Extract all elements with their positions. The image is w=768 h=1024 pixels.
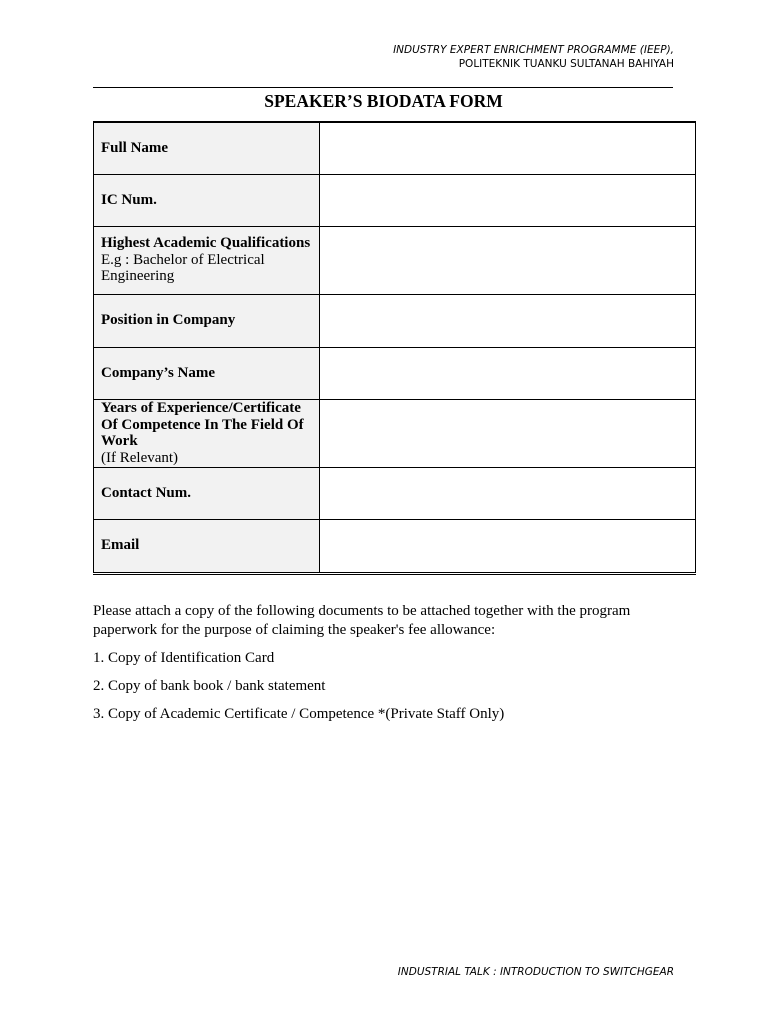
field-label: Years of Experience/Certificate Of Competence In The Field Of Work (101, 400, 304, 449)
page-header (393, 43, 674, 71)
list-item: 2. Copy of bank book / bank statement (93, 678, 326, 694)
field-label: Highest Academic Qualifications (101, 235, 311, 252)
field-label: Full Name (101, 140, 169, 156)
instructions-intro: Please attach a copy of the following documents to be attached together with the program paperwork for the purpose of claiming the speaker's fee allowance: (93, 603, 631, 638)
field-label-cell (94, 519, 320, 573)
table-row-company-name (94, 347, 696, 399)
biodata-table (93, 121, 696, 575)
list-item: 3. Copy of Academic Certificate / Competence *(Private Staff Only) (93, 706, 505, 722)
field-label-cell (94, 399, 320, 467)
page-footer: INDUSTRIAL TALK : INTRODUCTION TO SWITCHGEAR (397, 966, 674, 978)
table-row-ic-num (94, 174, 696, 226)
table-row-contact-num (94, 467, 696, 519)
table-row-full-name (94, 122, 696, 174)
company-name-field[interactable] (320, 347, 696, 399)
attachment-instructions (93, 602, 673, 733)
field-label: Company’s Name (101, 364, 216, 381)
field-label: Position in Company (101, 312, 236, 329)
field-label-cell (94, 467, 320, 519)
field-label-cell (94, 347, 320, 399)
qualifications-field[interactable] (320, 226, 696, 294)
table-row-experience (94, 399, 696, 467)
field-label: IC Num. (101, 191, 157, 208)
header-programme-name: INDUSTRY EXPERT ENRICHMENT PROGRAMME (IEEP), (393, 44, 674, 56)
ic-num-field[interactable] (320, 174, 696, 226)
table-row-email (94, 519, 696, 573)
field-label-cell (94, 226, 320, 294)
field-hint: E.g : Bachelor of Electrical Engineering (101, 251, 265, 285)
table-row-qualifications (94, 226, 696, 294)
full-name-field[interactable] (320, 122, 696, 174)
position-field[interactable] (320, 294, 696, 347)
field-label: Email (101, 537, 140, 554)
header-divider (93, 87, 673, 88)
email-field[interactable] (320, 519, 696, 573)
form-title: SPEAKER’S BIODATA FORM (264, 91, 503, 111)
field-label-cell (94, 294, 320, 347)
field-label-cell (94, 122, 320, 174)
experience-field[interactable] (320, 399, 696, 467)
table-row-position (94, 294, 696, 347)
contact-num-field[interactable] (320, 467, 696, 519)
field-hint: (If Relevant) (101, 449, 179, 466)
list-item: 1. Copy of Identification Card (93, 650, 275, 666)
field-label-cell (94, 174, 320, 226)
header-institution-name: POLITEKNIK TUANKU SULTANAH BAHIYAH (458, 58, 674, 70)
field-label: Contact Num. (101, 484, 191, 501)
